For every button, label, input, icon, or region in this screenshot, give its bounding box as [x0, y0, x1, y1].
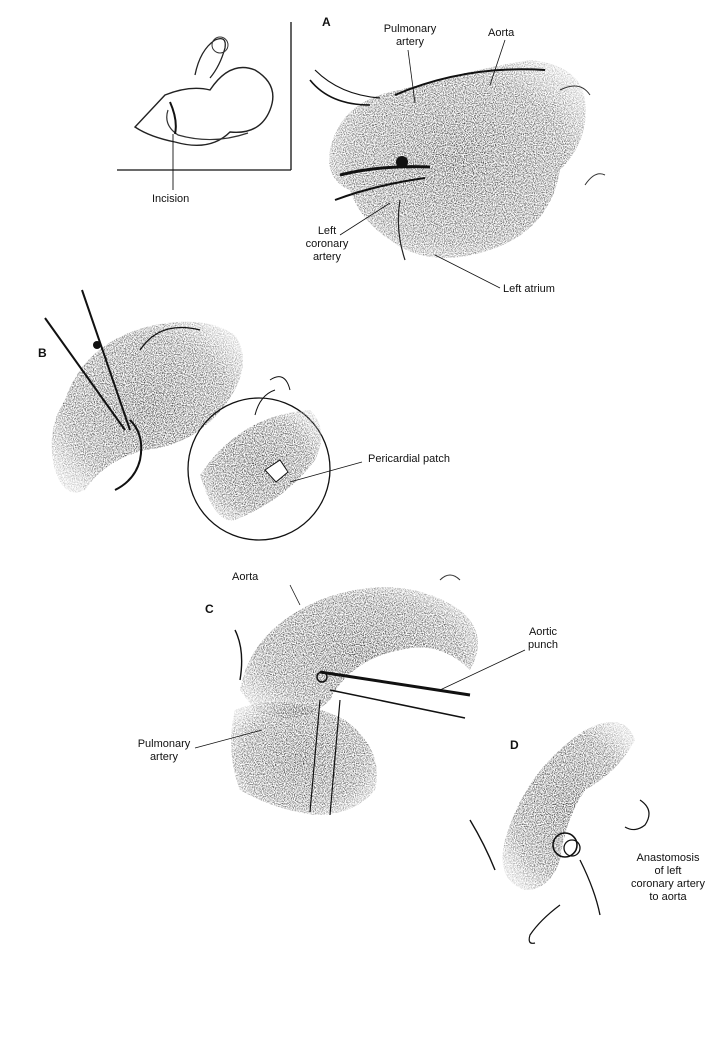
panel-d-anastomosis: [470, 722, 649, 943]
infant-inset: [117, 22, 291, 190]
label-pulmonary-artery-c: Pulmonary artery: [137, 738, 191, 763]
panel-c-aortic-punch: [195, 575, 525, 815]
label-incision: Incision: [152, 193, 190, 205]
panel-label-a: A: [322, 15, 331, 29]
label-pericardial-patch: Pericardial patch: [368, 453, 450, 465]
label-aorta-c: Aorta: [232, 571, 259, 583]
panel-label-d: D: [510, 738, 519, 752]
panel-label-c: C: [205, 602, 214, 616]
label-anastomosis: Anastomosis of left coronary artery to aorta: [631, 852, 705, 903]
panel-label-b: B: [38, 346, 47, 360]
label-left-atrium: Left atrium: [503, 283, 555, 295]
label-pulmonary-artery-a: Pulmonary artery: [383, 23, 437, 48]
label-aortic-punch: Aortic punch: [528, 626, 558, 651]
label-aorta-a: Aorta: [488, 27, 515, 39]
panel-b-scissors-and-patch: [45, 290, 362, 540]
label-left-coronary-artery: Left coronary artery: [305, 225, 349, 263]
